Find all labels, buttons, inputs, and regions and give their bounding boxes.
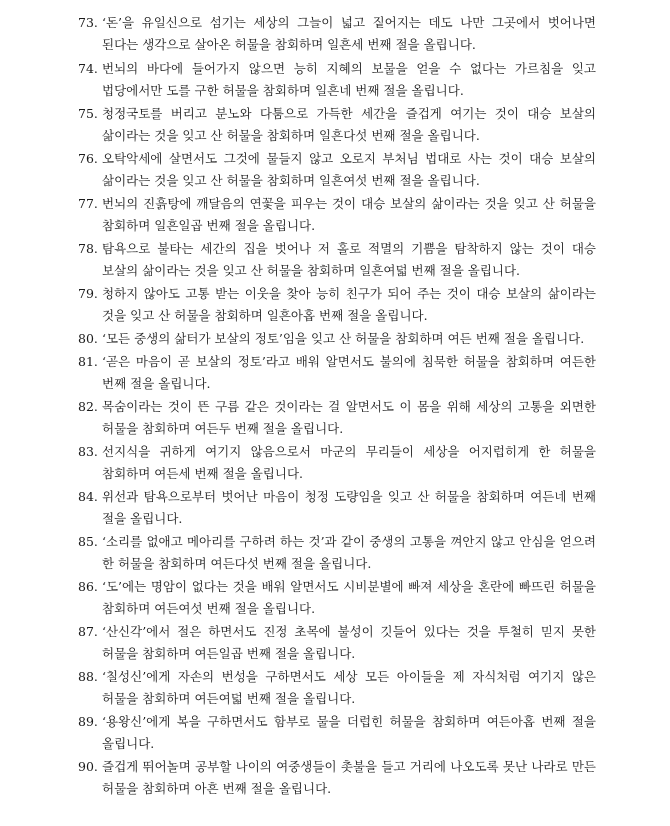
item-text: 즐겁게 뛰어놀며 공부할 나이의 여중생들이 촛불을 들고 거리에 나오도록 못난 나라로 만든 허물을 참회하며 아흔 번째 절을 올립니다. (102, 759, 596, 797)
item-number: 82. (78, 399, 98, 414)
item-number: 76. (78, 151, 98, 166)
list-item-86 (78, 576, 596, 620)
item-text: 선지식을 귀하게 여기지 않음으로서 마군의 무리들이 세상을 어지럽히게 한 허물을 참회하며 여든세 번째 절을 올립니다. (102, 444, 596, 482)
list-item-84 (78, 486, 596, 530)
list-item-82 (78, 396, 596, 440)
item-text: ‘용왕신’에게 복을 구하면서도 함부로 물을 더럽힌 허물을 참회하며 여든아홉 번째 절을 올립니다. (102, 714, 596, 752)
list-item-81 (78, 351, 596, 395)
item-number: 86. (78, 579, 98, 594)
item-number: 87. (78, 624, 98, 639)
item-number: 75. (78, 106, 98, 121)
item-number: 77. (78, 196, 98, 211)
item-text: 번뇌의 진흙탕에 깨달음의 연꽃을 피우는 것이 대승 보살의 삶이라는 것을 잊고 산 허물을 참회하며 일흔일곱 번째 절을 올립니다. (102, 196, 596, 234)
item-text: ‘산신각’에서 절은 하면서도 진정 초목에 불성이 깃들어 있다는 것을 투철히 믿지 못한 허물을 참회하며 여든일곱 번째 절을 올립니다. (102, 624, 596, 662)
item-text: ‘도’에는 명암이 없다는 것을 배워 알면서도 시비분별에 빠져 세상을 혼란에 빠뜨린 허물을 참회하며 여든여섯 번째 절을 올립니다. (102, 579, 596, 617)
item-text: 위선과 탐욕으로부터 벗어난 마음이 청정 도량임을 잊고 산 허물을 참회하며 여든네 번째 절을 올립니다. (102, 489, 596, 527)
list-item-88 (78, 666, 596, 710)
item-number: 74. (78, 61, 98, 76)
item-number: 89. (78, 714, 98, 729)
item-text: 청하지 않아도 고통 받는 이웃을 찾아 능히 친구가 되어 주는 것이 대승 보살의 삶이라는 것을 잊고 산 허물을 참회하며 일흔아홉 번째 절을 올립니다. (102, 286, 596, 324)
list-item-85 (78, 531, 596, 575)
item-number: 83. (78, 444, 98, 459)
item-number: 84. (78, 489, 98, 504)
item-text: 오탁악세에 살면서도 그것에 물들지 않고 오로지 부처님 법대로 사는 것이 대승 보살의 삶이라는 것을 잊고 산 허물을 참회하며 일흔여섯 번째 절을 올립니다. (102, 151, 596, 189)
item-text: ‘소리를 없애고 메아리를 구하려 하는 것’과 같이 중생의 고통을 껴안지 않고 안심을 얻으려 한 허물을 참회하며 여든다섯 번째 절을 올립니다. (102, 534, 596, 572)
list-item-77 (78, 193, 596, 237)
item-number: 78. (78, 241, 98, 256)
item-text: ‘모든 중생의 삶터가 보살의 정토’임을 잊고 산 허물을 참회하며 여든 번째 절을 올립니다. (102, 331, 585, 346)
list-item-83 (78, 441, 596, 485)
item-text: 청정국토를 버리고 분노와 다툼으로 가득한 세간을 즐겁게 여기는 것이 대승 보살의 삶이라는 것을 잊고 산 허물을 참회하며 일흔다섯 번째 절을 올립니다. (102, 106, 596, 144)
list-item-79 (78, 283, 596, 327)
item-number: 85. (78, 534, 98, 549)
item-number: 81. (78, 354, 98, 369)
item-text: ‘돈’을 유일신으로 섬기는 세상의 그늘이 넓고 짙어지는 데도 나만 그곳에서 벗어나면 된다는 생각으로 살아온 허물을 참회하며 일흔세 번째 절을 올립니다. (102, 15, 596, 53)
list-item-73 (78, 12, 596, 56)
list-item-90 (78, 756, 596, 800)
item-text: 번뇌의 바다에 들어가지 않으면 능히 지혜의 보물을 얻을 수 없다는 가르침을 잊고 법당에서만 도를 구한 허물을 참회하며 일흔네 번째 절을 올립니다. (102, 61, 596, 99)
item-number: 90. (78, 759, 98, 774)
list-item-74 (78, 58, 596, 102)
list-item-89 (78, 711, 596, 755)
item-text: 목숨이라는 것이 뜬 구름 같은 것이라는 걸 알면서도 이 몸을 위해 세상의 고통을 외면한 허물을 참회하며 여든두 번째 절을 올립니다. (102, 399, 596, 437)
list-item-78 (78, 238, 596, 282)
item-text: 탐욕으로 불타는 세간의 집을 벗어나 저 홀로 적멸의 기쁨을 탐착하지 않는 것이 대승 보살의 삶이라는 것을 잊고 산 허물을 참회하며 일흔여덟 번째 절을 올립니다. (102, 241, 596, 279)
item-number: 80. (78, 331, 98, 346)
item-number: 79. (78, 286, 98, 301)
item-number: 88. (78, 669, 98, 684)
item-text: ‘칠성신’에게 자손의 번성을 구하면서도 세상 모든 아이들을 제 자식처럼 여기지 않은 허물을 참회하며 여든여덟 번째 절을 올립니다. (102, 669, 596, 707)
list-item-76 (78, 148, 596, 192)
list-item-75 (78, 103, 596, 147)
item-number: 73. (78, 15, 98, 30)
item-text: ‘곧은 마음이 곧 보살의 정토’라고 배워 알면서도 불의에 침묵한 허물을 참회하며 여든한 번째 절을 올립니다. (102, 354, 596, 392)
list-item-87 (78, 621, 596, 665)
